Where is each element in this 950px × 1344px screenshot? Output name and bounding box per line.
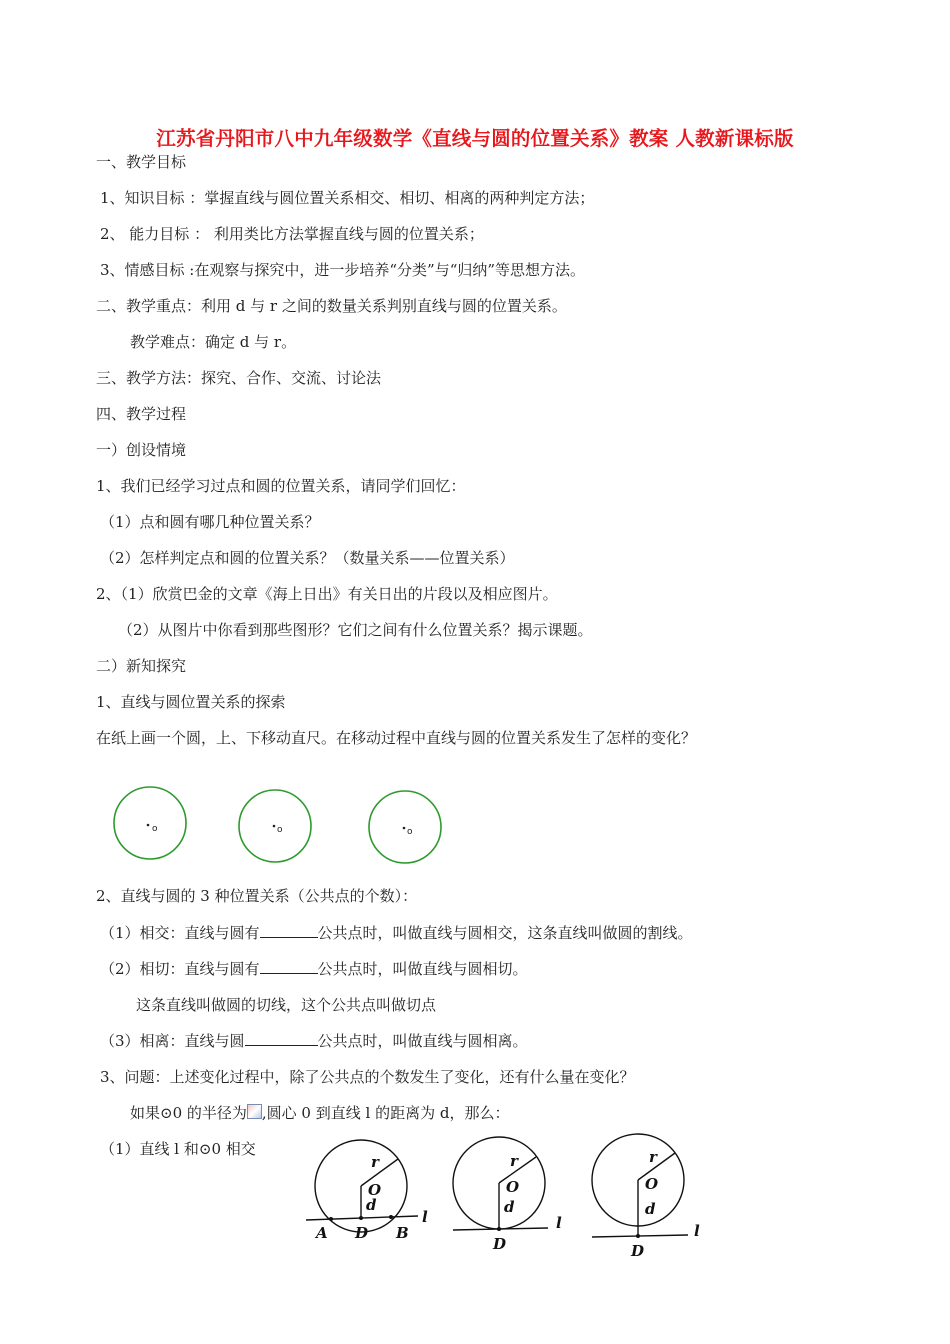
radius-image-icon [247, 1104, 262, 1119]
document-title: 江苏省丹阳市八中九年级数学《直线与圆的位置关系》教案 人教新课标版 [156, 127, 794, 150]
relation-tangent [100, 959, 528, 979]
subsection-explore: 二）新知探究 [96, 657, 187, 675]
label-r: r [510, 1152, 518, 1170]
three-relations-heading: 2、直线与圆的 3 种位置关系（公共点的个数）： [96, 887, 418, 905]
figure-intersect [306, 1140, 428, 1242]
figure-tangent [453, 1137, 562, 1253]
radius-prefix: 如果⊙0 的半径为 [130, 1104, 247, 1122]
section-teaching-method: 三、教学方法：探究、合作、交流、讨论法 [96, 369, 382, 387]
problem-question: 3、问题：上述变化过程中，除了公共点的个数发生了变化，还有什么量在变化？ [100, 1068, 635, 1086]
relation-tangent-prefix: （2）相切：直线与圆有 [100, 960, 260, 978]
sunrise-question: （2）从图片中你看到那些图形？它们之间有什么位置关系？揭示课题。 [118, 621, 593, 639]
relation-intersect-prefix: （1）相交：直线与圆有 [100, 924, 260, 942]
circle-figure-1 [114, 787, 186, 859]
fill-blank[interactable] [245, 1031, 318, 1046]
section-key-point: 二、教学重点：利用 d 与 r 之间的数量关系判别直线与圆的位置关系。 [96, 297, 567, 315]
label-b: B [396, 1224, 409, 1242]
label-l: l [422, 1208, 428, 1226]
goal-knowledge: 1、知识目标 ：掌握直线与圆位置关系相交、相切、相离的两种判定方法； [100, 189, 595, 207]
circle-center-label: o [407, 827, 413, 837]
label-l: l [556, 1214, 562, 1232]
radius-suffix: ,圆心 0 到直线 l 的距离为 d，那么： [261, 1104, 510, 1122]
relation-tangent-suffix: 公共点时，叫做直线与圆相切。 [317, 960, 528, 978]
goal-emotion: 3、情感目标 :在观察与探究中，进一步培养“分类”与“归纳”等思想方法。 [100, 261, 586, 279]
explore-heading: 1、直线与圆位置关系的探索 [96, 693, 286, 711]
relation-separate-suffix: 公共点时，叫做直线与圆相离。 [317, 1032, 528, 1050]
label-o: O [506, 1178, 520, 1196]
difficult-point: 教学难点：确定 d 与 r。 [130, 333, 297, 351]
label-d: d [504, 1198, 515, 1216]
subsection-scenario: 一）创设情境 [96, 441, 187, 459]
label-r: r [371, 1153, 379, 1171]
relation-intersect [100, 923, 693, 943]
figure-separate [592, 1134, 700, 1260]
explore-instruction: 在纸上画一个圆，上、下移动直尺。在移动过程中直线与圆的位置关系发生了怎样的变化？ [96, 729, 697, 747]
label-d-point: D [631, 1242, 645, 1260]
label-o: O [368, 1181, 382, 1199]
section-teaching-process: 四、教学过程 [96, 405, 187, 423]
question-1: （1）点和圆有哪几种位置关系？ [100, 513, 320, 531]
label-a: A [316, 1224, 328, 1242]
question-2: （2）怎样判定点和圆的位置关系？（数量关系——位置关系） [100, 549, 515, 567]
sunrise-reading: 2、（1）欣赏巴金的文章《海上日出》有关日出的片段以及相应图片。 [96, 585, 558, 603]
fill-blank[interactable] [260, 923, 318, 938]
circle-figure-2 [239, 790, 311, 862]
label-d-point: D [493, 1235, 507, 1253]
relation-separate-prefix: （3）相离：直线与圆 [100, 1032, 245, 1050]
label-r: r [649, 1148, 657, 1166]
label-d-point: D [355, 1224, 369, 1242]
tangent-definition: 这条直线叫做圆的切线，这个公共点叫做切点 [136, 996, 437, 1014]
review-intro: 1、我们已经学习过点和圆的位置关系，请同学们回忆： [96, 477, 466, 495]
label-d: d [645, 1200, 656, 1218]
radius-distance-statement [130, 1103, 509, 1123]
circle-center-label: o [277, 825, 283, 835]
circle-center-label: o [152, 824, 158, 834]
relation-intersect-suffix: 公共点时，叫做直线与圆相交，这条直线叫做圆的割线。 [317, 924, 693, 942]
label-o: O [645, 1175, 659, 1193]
label-d: d [366, 1196, 377, 1214]
circle-figure-3 [369, 791, 441, 863]
fill-blank[interactable] [260, 959, 318, 974]
label-l: l [694, 1222, 700, 1240]
goal-ability: 2、 能力目标 ： 利用类比方法掌握直线与圆的位置关系； [100, 225, 484, 243]
case-intersect: （1）直线 l 和⊙0 相交 [100, 1140, 256, 1158]
relation-separate [100, 1031, 528, 1051]
section-teaching-goals: 一、教学目标 [96, 153, 187, 171]
